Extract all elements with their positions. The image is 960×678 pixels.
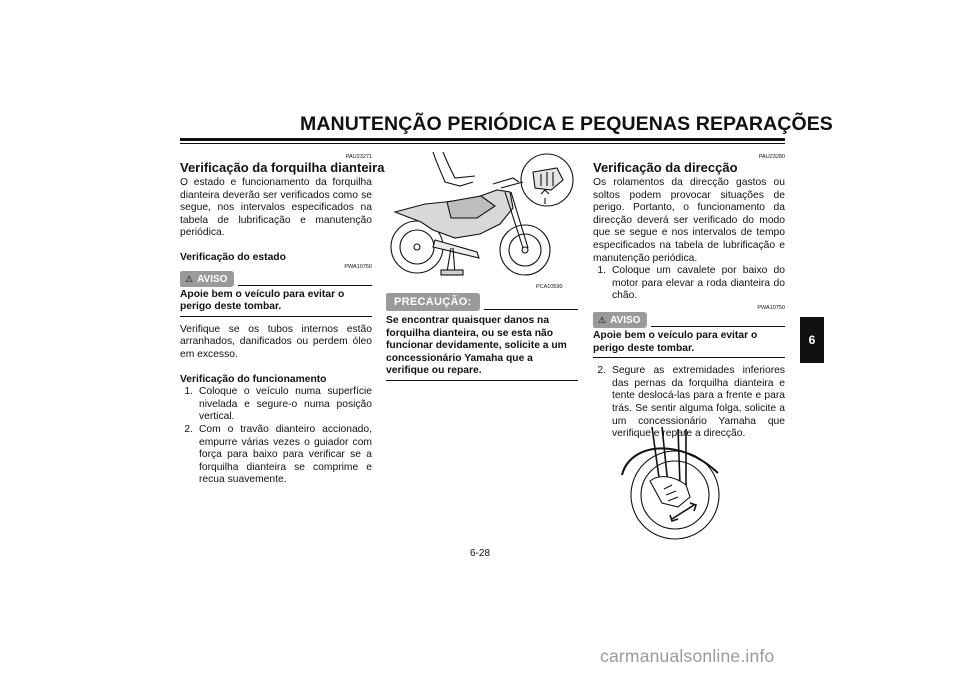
warning-badge: ⚠ AVISO <box>593 312 647 328</box>
warning-badge: ⚠ AVISO <box>180 271 234 287</box>
warning-text: Apoie bem o veículo para evitar o perigo deste tombar. <box>593 330 785 358</box>
warning-box <box>180 263 372 317</box>
header-rule <box>180 138 785 141</box>
subheading-state: Verificação do estado <box>180 251 286 263</box>
state-text: Verifique se os tubos internos estão arranhados, danificados ou perdem óleo em excesso. <box>180 323 372 360</box>
section-heading: Verificação da forquilha dianteira <box>180 160 385 175</box>
warning-code: PWA10750 <box>757 304 785 311</box>
subheading-operation: Verificação do funcionamento <box>180 373 327 385</box>
page-number: 6-28 <box>469 548 490 559</box>
warning-code: PWA10750 <box>344 263 372 270</box>
section-intro: Os rolamentos da direcção gastos ou soltos podem provocar situações de perigo. Portanto, o funcionamento da direcção deverá ser verificado do modo que se segue e nos intervalos de tempo especificados na tabela de lubrificação e manutenção periódica. <box>593 177 785 264</box>
warning-triangle-icon: ⚠ <box>185 273 194 284</box>
warning-text: Apoie bem o veículo para evitar o perigo deste tombar. <box>180 289 372 317</box>
caution-text: Se encontrar quaisquer danos na forquilha dianteira, ou se esta não funcionar devidamente, solicite a um concessionário Yamaha que a verifique ou repare. <box>386 315 578 381</box>
warning-rule <box>238 285 372 286</box>
column-right <box>593 151 785 441</box>
section-code: PAU23280 <box>758 154 785 160</box>
header-rule-thin <box>180 143 785 144</box>
list-item: 1. Coloque o veículo numa superfície nivelada e segure-o numa posição vertical. <box>184 386 372 423</box>
caution-badge: PRECAUÇÃO: <box>386 293 480 311</box>
list-item: 2. Com o travão dianteiro accionado, empurre várias vezes o guiador com força para baixo para verificar se a forquilha dianteira se comprime e recua suavemente. <box>184 423 372 486</box>
caution-code: PCA10590 <box>536 284 563 290</box>
caution-box <box>386 293 578 381</box>
warning-box <box>593 304 785 358</box>
section-heading: Verificação da direcção <box>593 160 738 175</box>
list-item: 2. Segure as extremidades inferiores das pernas da forquilha dianteira e tente deslocá-las para a frente e para trás. Se sentir alguma folga, solicite a um concessionário Yamaha que verifique e repare a direcção. <box>597 365 785 440</box>
section-intro: O estado e funcionamento da forquilha dianteira deverão ser verificados como se segue, nos intervalos especificados na tabela de lubrificação e manutenção periódica. <box>180 177 372 239</box>
section-code: PAU23271 <box>345 154 372 160</box>
page-title: MANUTENÇÃO PERIÓDICA E PEQUENAS REPARAÇÕES <box>300 113 833 135</box>
caution-rule <box>484 309 578 310</box>
watermark: carmanualsonline.info <box>600 646 775 666</box>
steering-illustration <box>620 425 720 543</box>
column-left <box>180 151 385 487</box>
chapter-tab: 6 <box>800 317 824 363</box>
list-item: 1. Coloque um cavalete por baixo do motor para elevar a roda dianteira do chão. <box>597 265 785 302</box>
warning-triangle-icon: ⚠ <box>598 314 607 325</box>
motorcycle-illustration <box>385 152 581 286</box>
warning-rule <box>651 326 785 327</box>
